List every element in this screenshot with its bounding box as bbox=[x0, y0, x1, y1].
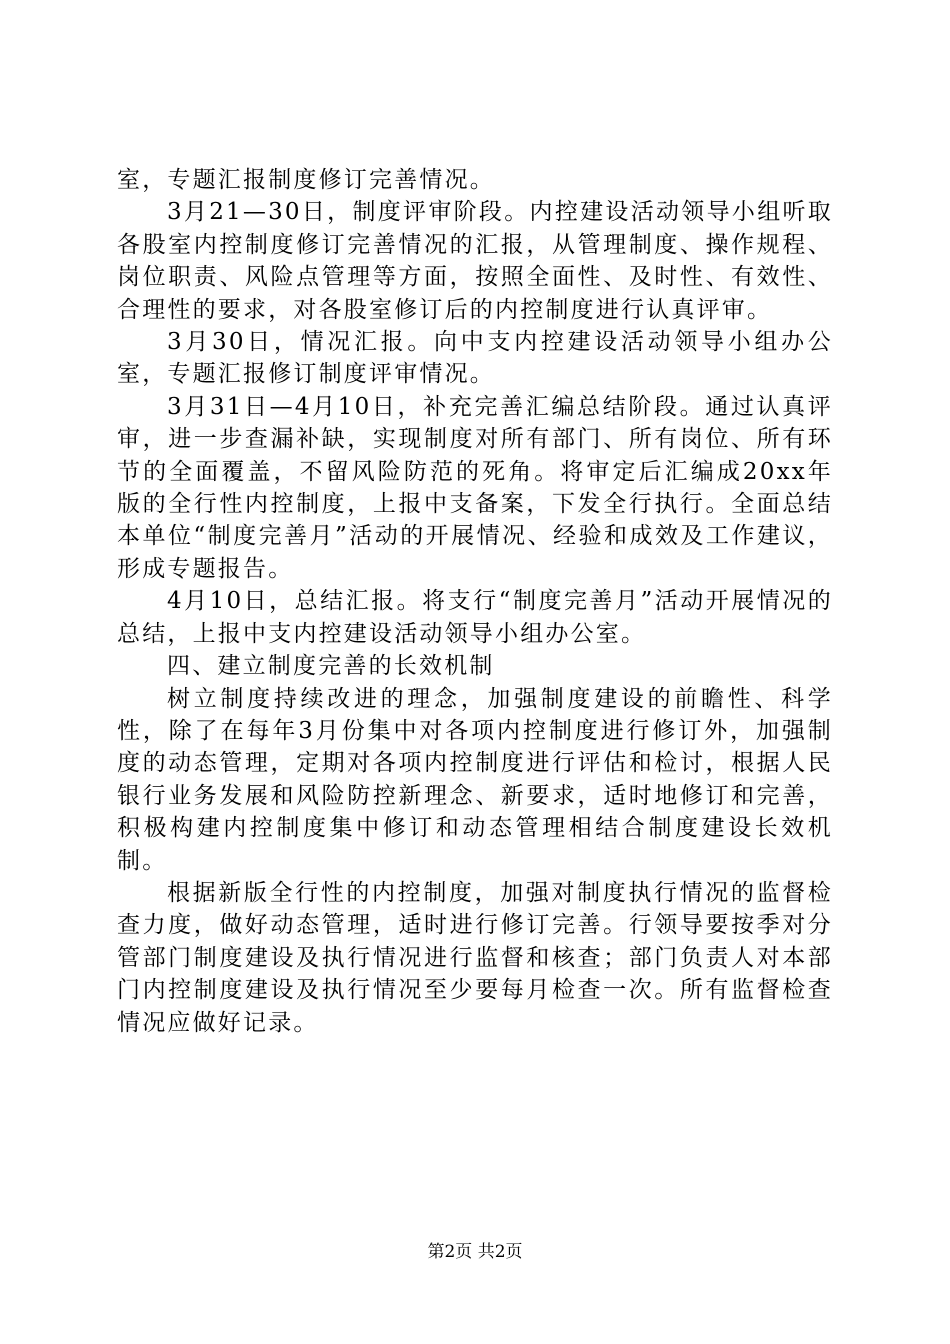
document-body bbox=[117, 164, 833, 1039]
section-heading: 四、建立制度完善的长效机制 bbox=[167, 653, 495, 680]
paragraph-compilation-stage: 3月31日—4月10日，补充完善汇编总结阶段。通过认真评审，进一步查漏补缺，实现制度对所有部门、所有岗位、所有环节的全面覆盖，不留风险防范的死角。将审定后汇编成20xx年版的全行性内控制度，上报中支备案，下发全行执行。全面总结本单位“制度完善月”活动的开展情况、经验和成效及工作建议，形成专题报告。 bbox=[117, 393, 833, 582]
paragraph-supervision: 根据新版全行性的内控制度，加强对制度执行情况的监督检查力度，做好动态管理，适时进行修订完善。行领导要按季对分管部门制度建设及执行情况进行监督和核查；部门负责人对本部门内控制度建设及执行情况至少要每月检查一次。所有监督检查情况应做好记录。 bbox=[117, 879, 833, 1036]
paragraph-status-report: 3月30日，情况汇报。向中支内控建设活动领导小组办公室，专题汇报修订制度评审情况。 bbox=[117, 329, 833, 388]
paragraph-summary-report: 4月10日，总结汇报。将支行“制度完善月”活动开展情况的总结，上报中支内控建设活动领导小组办公室。 bbox=[117, 588, 833, 647]
paragraph-long-term-mechanism: 树立制度持续改进的理念，加强制度建设的前瞻性、科学性，除了在每年3月份集中对各项内控制度进行修订外，加强制度的动态管理，定期对各项内控制度进行评估和检讨，根据人民银行业务发展和风险防控新理念、新要求，适时地修订和完善，积极构建内控制度集中修订和动态管理相结合制度建设长效机制。 bbox=[117, 685, 833, 874]
page-footer: 第2页 共2页 bbox=[427, 1242, 523, 1262]
paragraph-continuation: 室，专题汇报制度修订完善情况。 bbox=[117, 167, 495, 193]
paragraph-review-stage: 3月21—30日，制度评审阶段。内控建设活动领导小组听取各股室内控制度修订完善情况的汇报，从管理制度、操作规程、岗位职责、风险点管理等方面，按照全面性、及时性、有效性、合理性的要求，对各股室修订后的内控制度进行认真评审。 bbox=[117, 199, 833, 323]
